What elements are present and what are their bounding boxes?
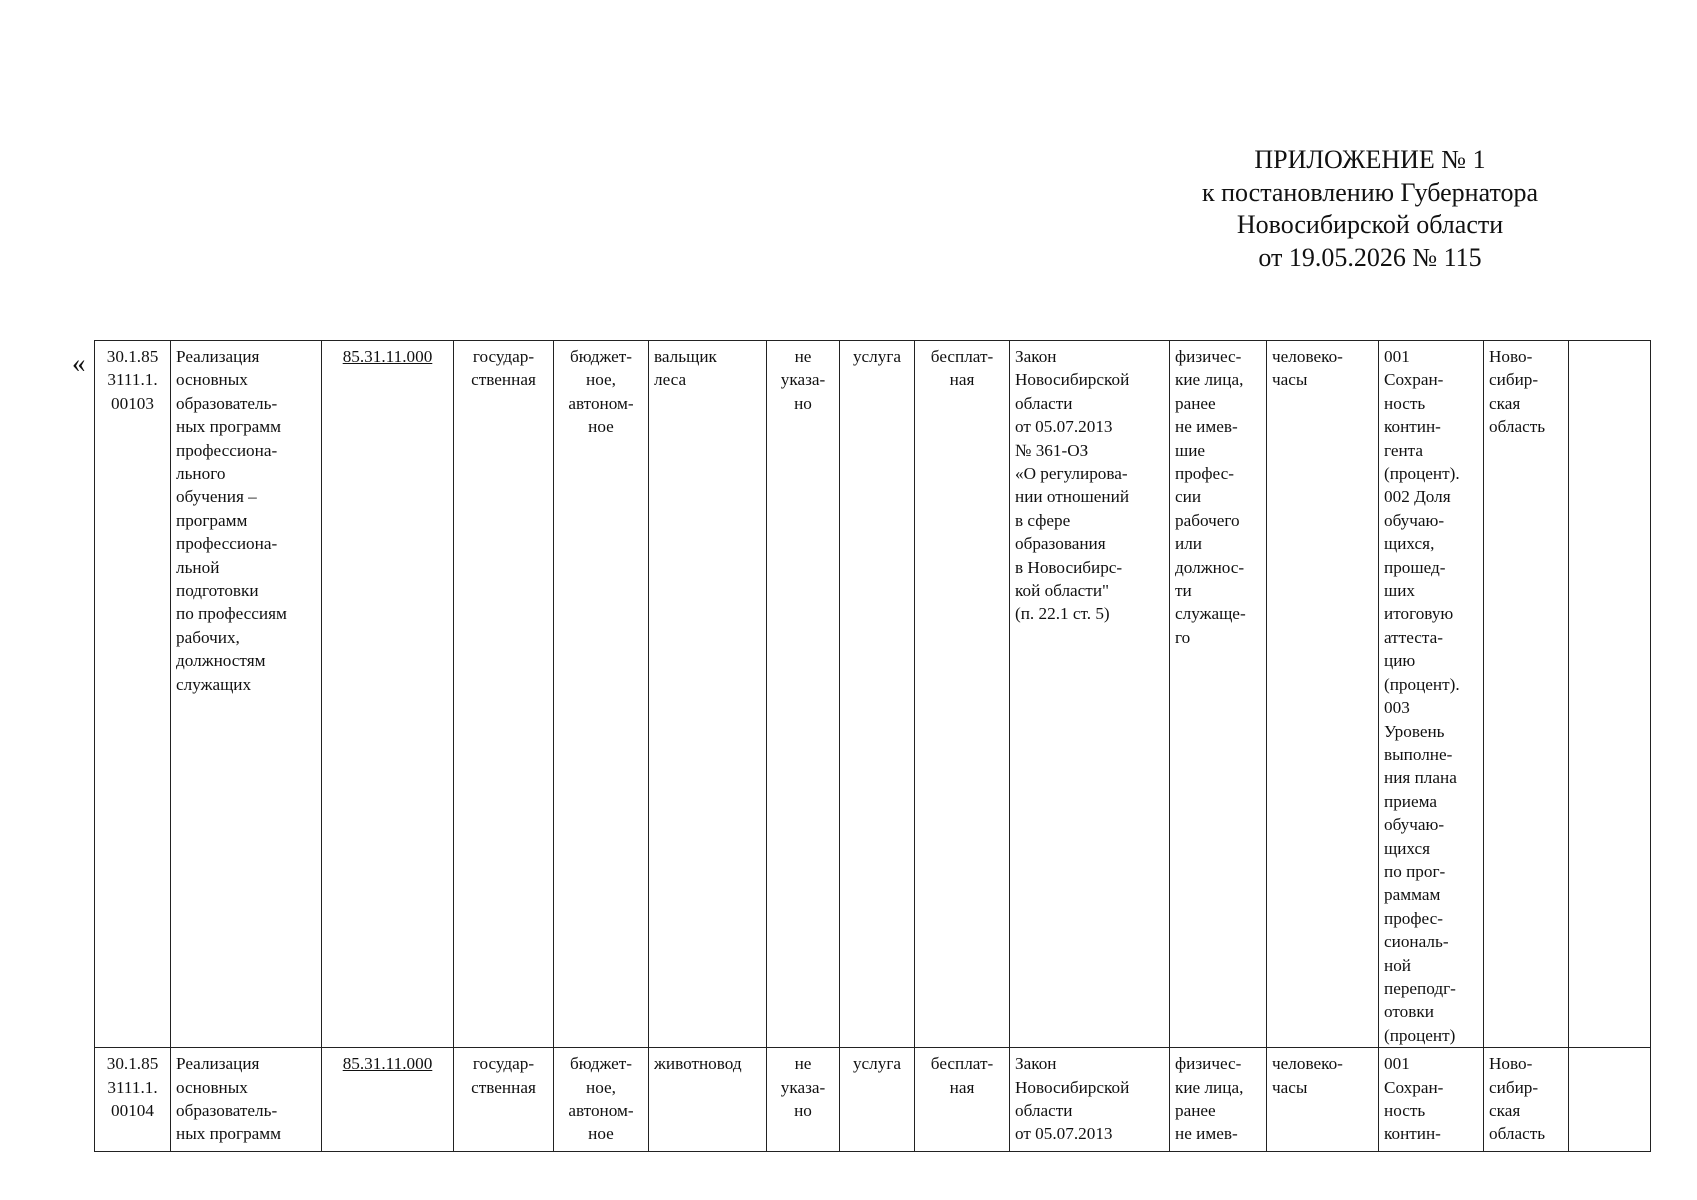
cell-legal-basis: Закон Новосибирской области от 05.07.2013 № 361-ОЗ «О регулирова- нии отношений в сфере образования в Новосибирс- кой области" (п. 22.1 ст. 5) bbox=[1010, 341, 1170, 1048]
cell-service-name: Реализация основных образователь- ных программ профессиона- льного обучения – программ профессиона- льной подготовки по профессиям рабочих, должностям служащих bbox=[171, 341, 322, 1048]
table-row bbox=[95, 1048, 1651, 1152]
cell-extra bbox=[1569, 341, 1651, 1048]
cell-institution-type: бюджет- ное, автоном- ное bbox=[554, 1048, 649, 1152]
cell-unit: человеко- часы bbox=[1267, 341, 1379, 1048]
appendix-date-number: от 19.05.2026 № 115 bbox=[1258, 242, 1482, 272]
cell-territory: Ново- сибир- ская область bbox=[1484, 341, 1569, 1048]
opening-quote-mark: « bbox=[72, 348, 86, 378]
cell-code: 30.1.85 3111.1. 00104 bbox=[95, 1048, 171, 1152]
cell-ownership: государ- ственная bbox=[454, 1048, 554, 1152]
cell-indicators: 001 Сохран- ность контин- bbox=[1379, 1048, 1484, 1152]
cell-indicators: 001 Сохран- ность контин- гента (процент). 002 Доля обучаю- щихся, прошед- ших итоговую аттеста- цию (процент). 003 Уровень выполне- ния плана приема обучаю- щихся по прог- раммам профес- сиональ- ной переподг- отовки (процент) bbox=[1379, 341, 1484, 1048]
appendix-header bbox=[1150, 144, 1590, 274]
cell-form: не указа- но bbox=[767, 341, 840, 1048]
cell-payment: бесплат- ная bbox=[915, 1048, 1010, 1152]
cell-institution-type: бюджет- ное, автоном- ное bbox=[554, 341, 649, 1048]
cell-legal-basis: Закон Новосибирской области от 05.07.2013 bbox=[1010, 1048, 1170, 1152]
cell-consumers: физичес- кие лица, ранее не имев- bbox=[1170, 1048, 1267, 1152]
cell-territory: Ново- сибир- ская область bbox=[1484, 1048, 1569, 1152]
appendix-subtitle: к постановлению Губернатора bbox=[1201, 177, 1539, 207]
cell-kind: услуга bbox=[840, 341, 915, 1048]
table-row bbox=[95, 341, 1651, 1048]
appendix-region: Новосибирской области bbox=[1236, 210, 1504, 239]
cell-profession: вальщик леса bbox=[649, 341, 767, 1048]
cell-service-name: Реализация основных образователь- ных программ bbox=[171, 1048, 322, 1152]
cell-form: не указа- но bbox=[767, 1048, 840, 1152]
cell-unit: человеко- часы bbox=[1267, 1048, 1379, 1152]
cell-code: 30.1.85 3111.1. 00103 bbox=[95, 341, 171, 1048]
services-table bbox=[94, 340, 1651, 1152]
appendix-title: ПРИЛОЖЕНИЕ № 1 bbox=[1254, 145, 1486, 174]
cell-kind: услуга bbox=[840, 1048, 915, 1152]
cell-extra bbox=[1569, 1048, 1651, 1152]
cell-okved: 85.31.11.000 bbox=[322, 1048, 454, 1152]
cell-payment: бесплат- ная bbox=[915, 341, 1010, 1048]
cell-ownership: государ- ственная bbox=[454, 341, 554, 1048]
cell-profession: животновод bbox=[649, 1048, 767, 1152]
cell-okved: 85.31.11.000 bbox=[322, 341, 454, 1048]
cell-consumers: физичес- кие лица, ранее не имев- шие профес- сии рабочего или должнос- ти служаще- го bbox=[1170, 341, 1267, 1048]
